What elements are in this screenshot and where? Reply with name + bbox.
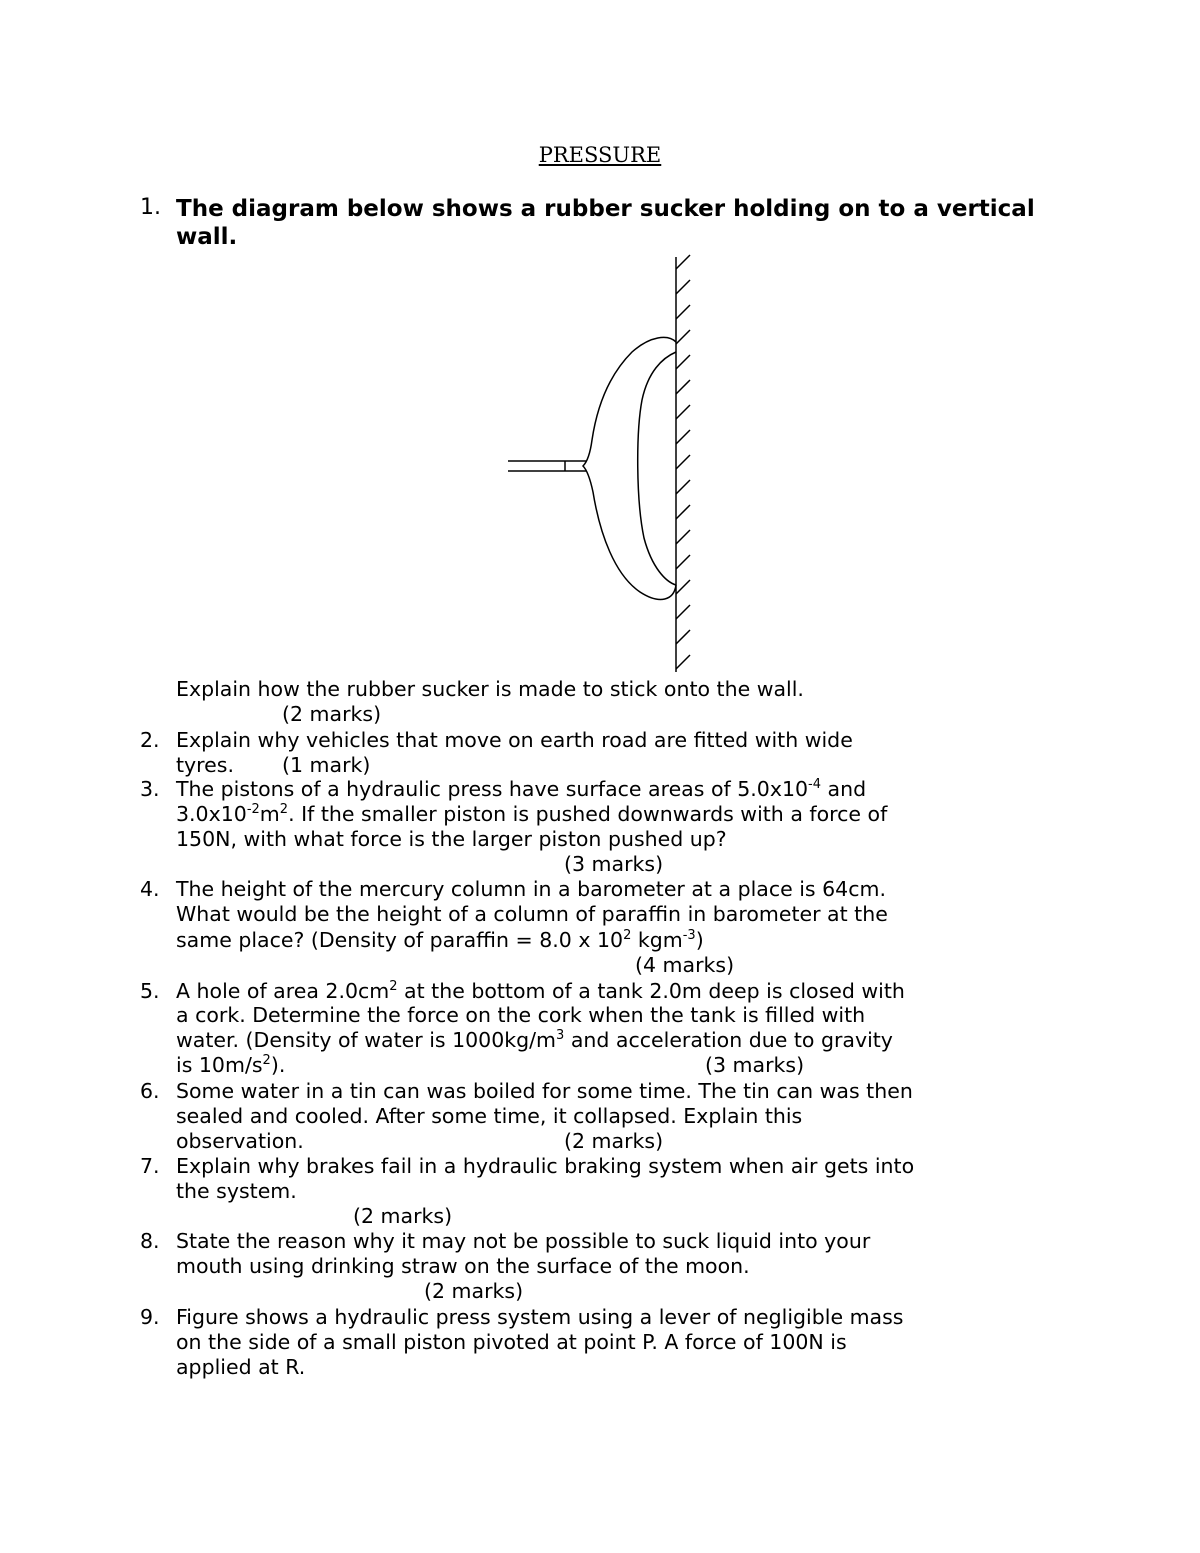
question-number: 3.: [140, 777, 160, 801]
question-number: 4.: [140, 877, 160, 901]
q1-explain: Explain how the rubber sucker is made to stick onto the wall.: [176, 677, 804, 701]
question-number: 5.: [140, 979, 160, 1003]
q4-line3: same place? (Density of paraffin = 8.0 x $10^2$ kgm$^{-3}$): [176, 928, 704, 952]
page-title: PRESSURE: [538, 143, 662, 167]
q7-line1: Explain why brakes fail in a hydraulic braking system when air gets into: [176, 1154, 915, 1178]
sucker-cup-inner: [638, 352, 676, 585]
rubber-sucker-diagram: [0, 0, 1200, 700]
q6-line1: Some water in a tin can was boiled for some time. The tin can was then: [176, 1079, 913, 1103]
question-number: 8.: [140, 1229, 160, 1253]
question-number: 2.: [140, 728, 160, 752]
wall-hatching: [676, 255, 690, 669]
q4-line2: What would be the height of a column of paraffin in barometer at the: [176, 902, 888, 926]
q5-line2: a cork. Determine the force on the cork when the tank is filled with: [176, 1003, 866, 1027]
q6-line3: observation.: [176, 1129, 304, 1153]
q9-line3: applied at R.: [176, 1355, 306, 1379]
q2-line2: tyres.: [176, 753, 234, 777]
q5-line3: water. (Density of water is $1000kg/m^3$ and acceleration due to gravity: [176, 1028, 893, 1052]
q7-line2: the system.: [176, 1179, 297, 1203]
q1-marks: (2 marks): [282, 702, 382, 726]
sucker-cup-outer: [583, 337, 676, 599]
q8-marks: (2 marks): [424, 1279, 524, 1303]
question-number: 6.: [140, 1079, 160, 1103]
q3-line2: $3.0x10^{-2}m^2$. If the smaller piston is pushed downwards with a force of: [176, 802, 888, 826]
q5-line4: is $10m/s^2$).: [176, 1053, 286, 1077]
question-number: 1.: [140, 195, 161, 220]
question-number: 7.: [140, 1154, 160, 1178]
question-text: The diagram below shows a rubber sucker holding on to a vertical wall.: [176, 196, 1035, 250]
q9-line1: Figure shows a hydraulic press system using a lever of negligible mass: [176, 1305, 904, 1329]
q5-marks: (3 marks): [705, 1053, 805, 1077]
q3-line1: The pistons of a hydraulic press have surface areas of $5.0x10^{-4}$ and: [176, 777, 867, 801]
q4-marks: (4 marks): [635, 953, 735, 977]
question-number: 9.: [140, 1305, 160, 1329]
q5-line1: A hole of area $2.0cm^2$ at the bottom of a tank 2.0m deep is closed with: [176, 979, 905, 1003]
q8-line1: State the reason why it may not be possible to suck liquid into your: [176, 1229, 871, 1253]
q7-marks: (2 marks): [353, 1204, 453, 1228]
q9-line2: on the side of a small piston pivoted at point P. A force of 100N is: [176, 1330, 847, 1354]
q8-line2: mouth using drinking straw on the surface of the moon.: [176, 1254, 750, 1278]
q6-line2: sealed and cooled. After some time, it collapsed. Explain this: [176, 1104, 803, 1128]
q3-line3: 150N, with what force is the larger piston pushed up?: [176, 827, 727, 851]
q6-marks: (2 marks): [564, 1129, 664, 1153]
q2-line1: Explain why vehicles that move on earth road are fitted with wide: [176, 728, 853, 752]
q3-marks: (3 marks): [564, 852, 664, 876]
q2-marks: (1 mark): [282, 753, 371, 777]
q4-line1: The height of the mercury column in a barometer at a place is 64cm.: [176, 877, 886, 901]
